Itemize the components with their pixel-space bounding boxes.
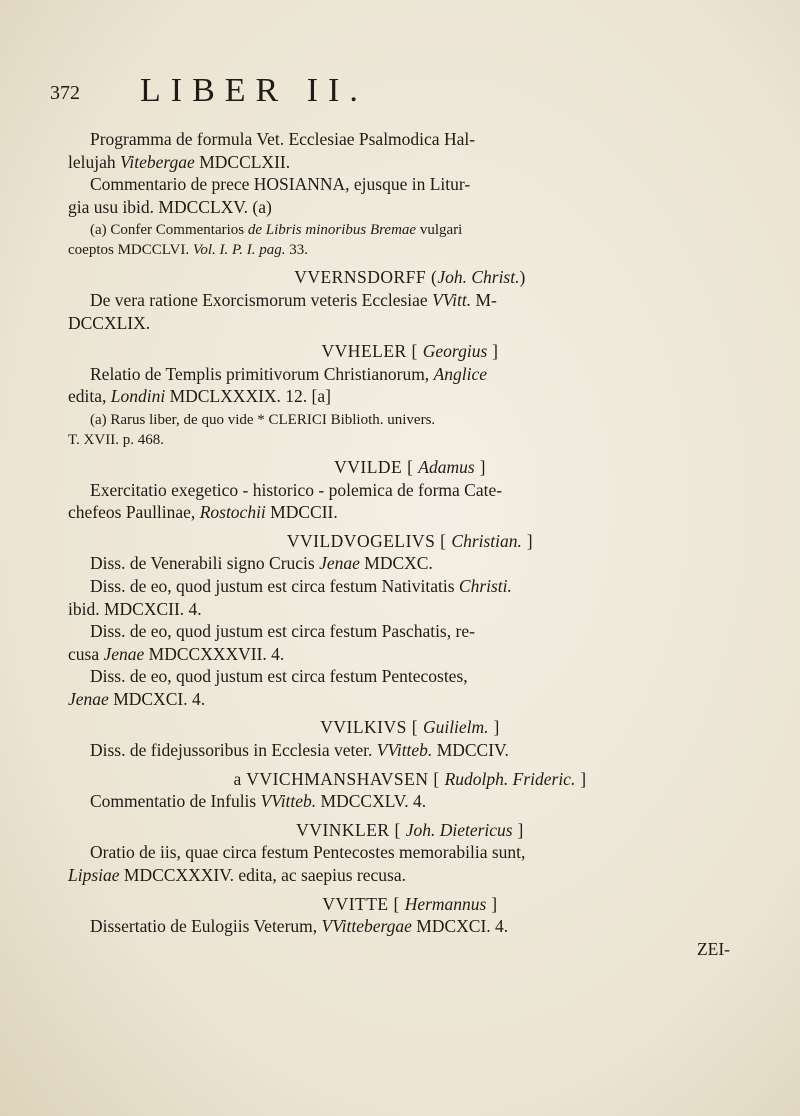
text-line: Diss. de eo, quod justum est circa festum Paschatis, re- bbox=[90, 621, 475, 642]
entry-wheler bbox=[60, 340, 760, 450]
text-line: Relatio de Templis primitivorum Christianorum, Anglice bbox=[90, 363, 488, 384]
text-line: Diss. de eo, quod justum est circa festum Pentecostes, bbox=[90, 666, 468, 687]
text-line: Lipsiae MDCCXXXIV. edita, ac saepius recusa. bbox=[68, 865, 406, 886]
text-line: De vera ratione Exorcismorum veteris Ecclesiae VVitt. M- bbox=[90, 289, 497, 310]
text-line: Dissertatio de Eulogiis Veterum, VVittebergae MDCXCI. 4. bbox=[90, 916, 509, 937]
page-number: 372 bbox=[50, 82, 80, 104]
text-line: Oratio de iis, quae circa festum Pentecostes memorabilia sunt, bbox=[90, 842, 526, 863]
entry-heading: a VVICHMANSHAVSEN [ Rudolph. Frideric. ] bbox=[233, 768, 587, 789]
text-line: Diss. de fidejussoribus in Ecclesia veter. VVitteb. MDCCIV. bbox=[90, 740, 509, 761]
text-line: edita, Londini MDCLXXXIX. 12. [a] bbox=[68, 386, 331, 407]
text-line: Diss. de eo, quod justum est circa festum Nativitatis Christi. bbox=[90, 575, 512, 596]
entry-heading: VVINKLER [ Joh. Dietericus ] bbox=[296, 819, 524, 840]
entry-continued bbox=[60, 128, 760, 260]
text-line: lelujah Vitebergae MDCCLXII. bbox=[68, 151, 291, 172]
entry-wichmanshausen bbox=[60, 768, 760, 813]
entry-wilde bbox=[60, 456, 760, 524]
footnote: (a) Rarus liber, de quo vide * CLERICI Biblioth. univers. T. XVII. p. 468. bbox=[68, 411, 436, 448]
text-line: Commentatio de Infulis VVitteb. MDCCXLV. 4. bbox=[90, 791, 427, 812]
text-line: Exercitatio exegetico - historico - polemica de forma Cate- bbox=[90, 479, 503, 500]
running-head: LIBER II. bbox=[140, 72, 368, 109]
entry-wildvogelius bbox=[60, 530, 760, 711]
entry-heading: VVILKIVS [ Guilielm. ] bbox=[320, 717, 500, 738]
entry-heading: VVILDVOGELIVS [ Christian. ] bbox=[286, 530, 534, 551]
entry-winkler bbox=[60, 819, 760, 887]
text-line: cusa Jenae MDCCXXXVII. 4. bbox=[68, 643, 285, 664]
text-line: ibid. MDCXCII. 4. bbox=[68, 598, 202, 619]
entry-heading: VVERNSDORFF (Joh. Christ.) bbox=[294, 267, 526, 288]
footnote: (a) Confer Commentarios de Libris minoribus Bremae vulgari coeptos MDCCLVI. Vol. I. P. I. pag. 33. bbox=[68, 222, 463, 259]
catchword: ZEI- bbox=[696, 938, 730, 959]
entry-heading: VVITTE [ Hermannus ] bbox=[322, 893, 498, 914]
text-line: Jenae MDCXCI. 4. bbox=[68, 688, 206, 709]
page-header bbox=[50, 72, 760, 112]
text-line: DCCXLIX. bbox=[68, 312, 151, 333]
entry-wilkius bbox=[60, 716, 760, 761]
entry-wernsdorff bbox=[60, 266, 760, 334]
entry-heading: VVILDE [ Adamus ] bbox=[334, 456, 486, 477]
entry-heading: VVHELER [ Georgius ] bbox=[321, 341, 499, 362]
text-line: chefeos Paullinae, Rostochii MDCCII. bbox=[68, 502, 338, 523]
text-line: gia usu ibid. MDCCLXV. (a) bbox=[68, 196, 272, 217]
text-line: Programma de formula Vet. Ecclesiae Psalmodica Hal- bbox=[90, 129, 476, 149]
entry-witte bbox=[60, 893, 760, 961]
bibliography-text bbox=[60, 128, 760, 966]
text-line: Commentario de prece HOSIANNA, ejusque in Litur- bbox=[90, 174, 471, 195]
text-line: Diss. de Venerabili signo Crucis Jenae MDCXC. bbox=[90, 553, 433, 574]
